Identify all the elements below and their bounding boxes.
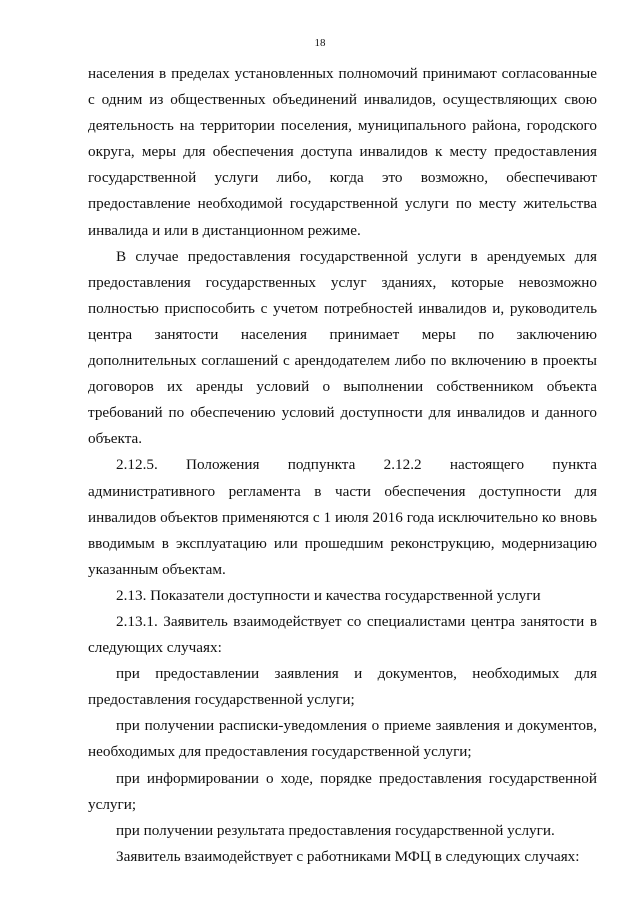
page-number: 18 bbox=[314, 37, 326, 49]
list-item-submission: при предоставлении заявления и документов, необходимых для предоставления государственной услуги; bbox=[88, 665, 597, 709]
list-item-receipt: при получении расписки-уведомления о приеме заявления и документов, необходимых для предоставления государственной услуги; bbox=[88, 717, 597, 761]
list-item-result: при получении результата предоставления государственной услуги. bbox=[116, 821, 555, 839]
document-body bbox=[88, 61, 597, 870]
paragraph-continuation: населения в пределах установленных полномочий принимают согласованные с одним из общественных объединений инвалидов, осуществляющих свою деятельность на территории поселения, муниципального района, городского округа, меры для обеспечения доступа инвалидов к месту предоставления государственной услуги либо, когда это возможно, обеспечивают предоставление необходимой государственной услуги по месту жительства инвалида и или в дистанционном режиме. bbox=[88, 65, 597, 239]
paragraph-rented-buildings: В случае предоставления государственной услуги в арендуемых для предоставления государственных услуг зданиях, которые невозможно полностью приспособить с учетом потребностей инвалидов и, руководитель центра занятости населения принимает меры по заключению дополнительных соглашений с арендодателем либо по включению в проекты договоров их аренды условий о выполнении собственником объекта требований по обеспечению условий доступности для инвалидов и данного объекта. bbox=[88, 247, 597, 448]
paragraph-2-13-1: 2.13.1. Заявитель взаимодействует со специалистами центра занятости в следующих случаях: bbox=[88, 612, 597, 657]
section-heading-2-13: 2.13. Показатели доступности и качества государственной услуги bbox=[116, 586, 541, 604]
list-item-informing: при информировании о ходе, порядке предоставления государственной услуги; bbox=[88, 769, 597, 813]
paragraph-mfc-interaction: Заявитель взаимодействует с работниками МФЦ в следующих случаях: bbox=[116, 847, 580, 865]
paragraph-2-12-5: 2.12.5. Положения подпункта 2.12.2 настоящего пункта административного регламента в части обеспечения доступности для инвалидов объектов применяются с 1 июля 2016 года исключительно ко вновь вводимым в эксплуатацию или прошедшим реконструкцию, модернизацию указанным объектам. bbox=[88, 456, 597, 578]
